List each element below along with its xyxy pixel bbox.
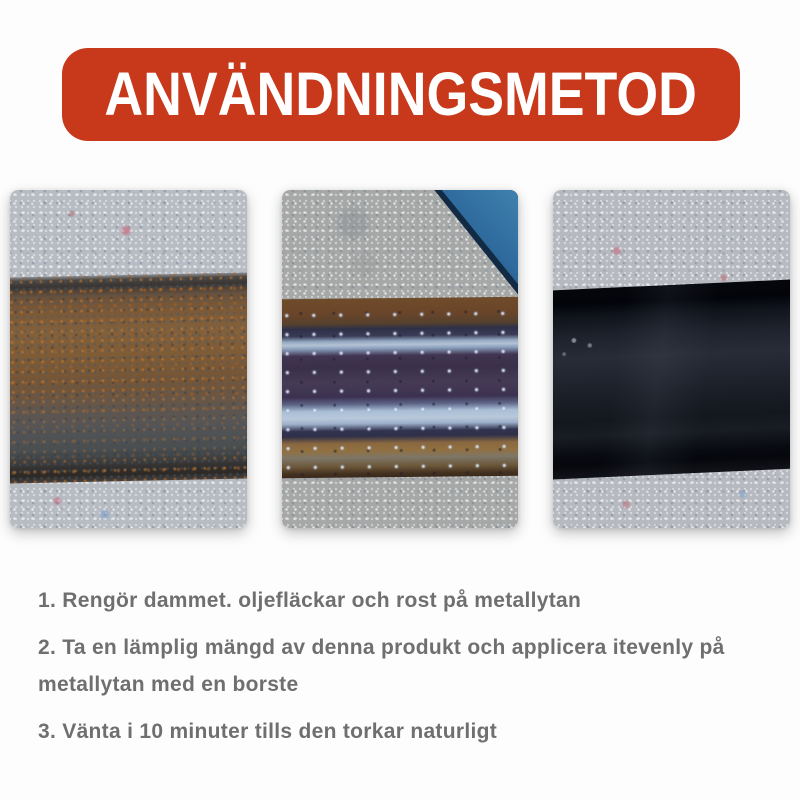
photo-step-2-applying-product <box>282 190 519 528</box>
step-text: Vänta i 10 minuter tills den torkar naturligt <box>62 720 498 743</box>
step-photos-row <box>10 190 790 528</box>
step-number: 1. <box>38 589 57 612</box>
step-number: 2. <box>38 636 57 659</box>
instruction-step-2 <box>38 629 783 703</box>
title-banner <box>62 48 740 141</box>
surface-pinholes <box>553 279 790 480</box>
instruction-step-3 <box>38 713 783 750</box>
rusty-metal-beam <box>10 272 247 484</box>
step-number: 3. <box>38 720 57 743</box>
coated-metal-beam <box>282 297 519 479</box>
black-coated-beam <box>553 279 790 480</box>
wet-coating-bubbles <box>282 297 519 479</box>
rust-mottling <box>10 272 247 484</box>
photo-step-1-rusty-metal <box>10 190 247 528</box>
step-text: Ta en lämplig mängd av denna produkt och applicera itevenly på metallytan med en borste <box>38 636 725 696</box>
step-text: Rengör dammet. oljefläckar och rost på metallytan <box>62 589 582 612</box>
page-title: ANVÄNDNINGSMETOD <box>104 60 698 128</box>
instruction-step-1 <box>38 582 783 619</box>
instruction-steps <box>38 582 783 760</box>
photo-step-3-black-finish <box>553 190 790 528</box>
